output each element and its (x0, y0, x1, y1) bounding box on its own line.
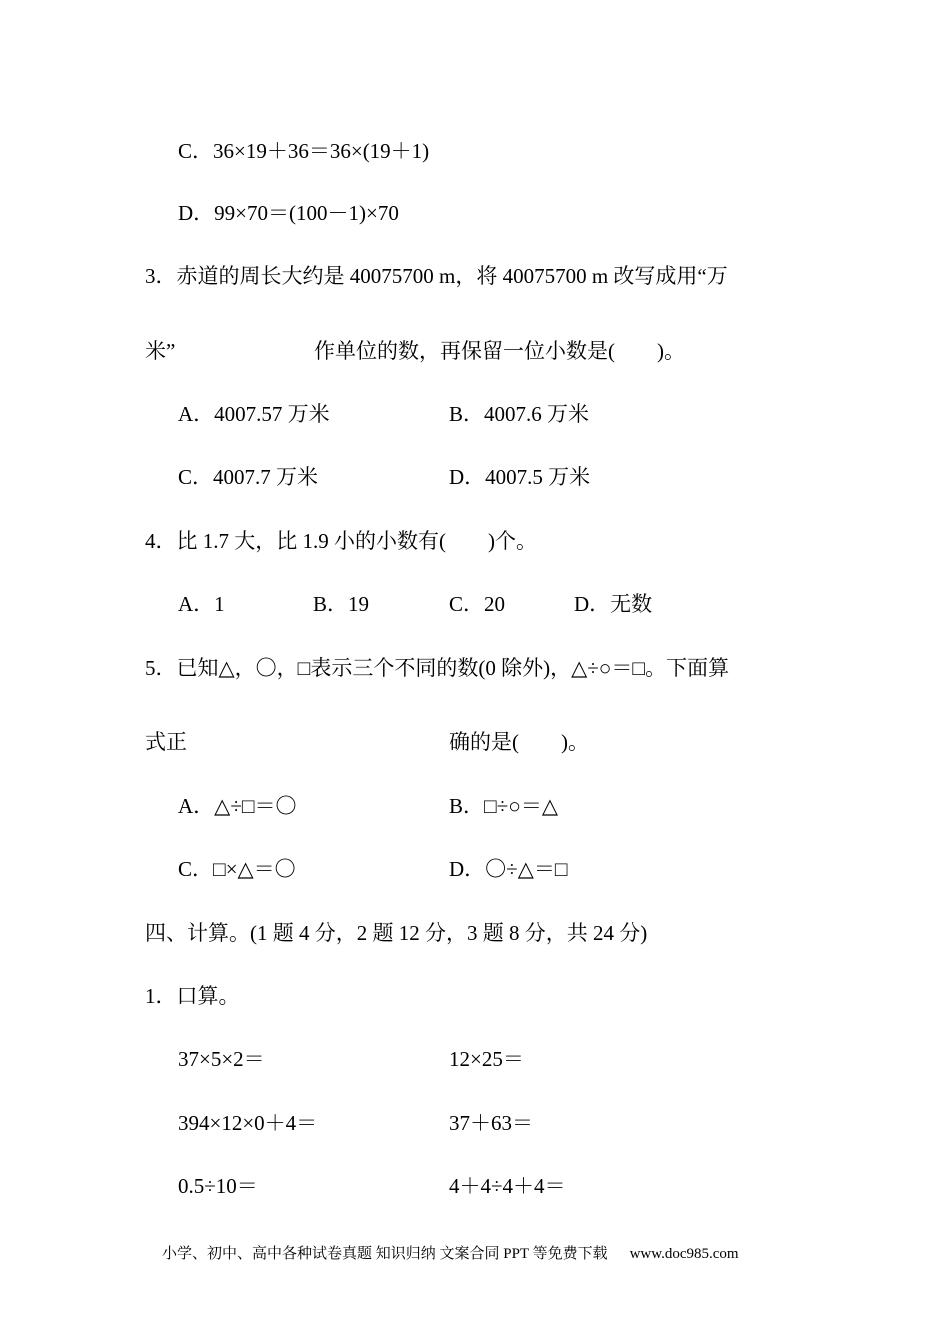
calc-item: 37＋63＝ (449, 1111, 533, 1135)
calc-item: 37×5×2＝ (178, 1047, 265, 1071)
q3-option-d: D．4007.5 万米 (449, 465, 591, 489)
section-heading: 四、计算。(1 题 4 分，2 题 12 分，3 题 8 分，共 24 分) (145, 921, 648, 945)
q3-option-c: C．4007.7 万米 (178, 465, 319, 489)
q3-text-line1: 3．赤道的周长大约是 40075700 m，将 40075700 m 改写成用“万 (145, 264, 728, 288)
footer-text: 小学、初中、高中各种试卷真题 知识归纳 文案合同 PPT 等免费下载 (162, 1246, 608, 1262)
calc-item: 394×12×0＋4＝ (178, 1111, 318, 1135)
q5-option-c: C．□×△＝〇 (178, 857, 296, 881)
q5-option-a: A．△÷□＝〇 (178, 794, 297, 818)
q5-text-line1: 5．已知△，〇，□表示三个不同的数(0 除外)，△÷○＝□。下面算 (145, 656, 730, 680)
q3-option-b: B．4007.6 万米 (449, 402, 590, 426)
q5-text-line2a: 式正 (145, 730, 187, 754)
q4-option-d: D．无数 (574, 592, 653, 616)
calc-item: 0.5÷10＝ (178, 1174, 258, 1198)
calc-item: 4＋4÷4＋4＝ (449, 1174, 566, 1198)
q5-option-d: D．〇÷△＝□ (449, 857, 568, 881)
q4-text: 4．比 1.7 大，比 1.9 小的小数有( )个。 (145, 529, 537, 553)
page-footer (162, 1242, 739, 1266)
q5-option-b: B．□÷○＝△ (449, 794, 559, 818)
footer-url: www.doc985.com (629, 1246, 739, 1262)
q4-option-a: A．1 (178, 592, 225, 616)
calc-item: 12×25＝ (449, 1047, 524, 1071)
q3-text-line2a: 米” (145, 339, 176, 363)
q2-option-c: C．36×19＋36＝36×(19＋1) (178, 139, 430, 163)
q4-option-b: B．19 (313, 592, 370, 616)
q5-text-line2b: 确的是( )。 (449, 730, 589, 754)
q2-option-d: D．99×70＝(100－1)×70 (178, 201, 399, 225)
q3-option-a: A．4007.57 万米 (178, 402, 330, 426)
q3-text-line2b: 作单位的数，再保留一位小数是( )。 (314, 339, 685, 363)
q4-option-c: C．20 (449, 592, 506, 616)
subquestion-title: 1．口算。 (145, 984, 240, 1008)
